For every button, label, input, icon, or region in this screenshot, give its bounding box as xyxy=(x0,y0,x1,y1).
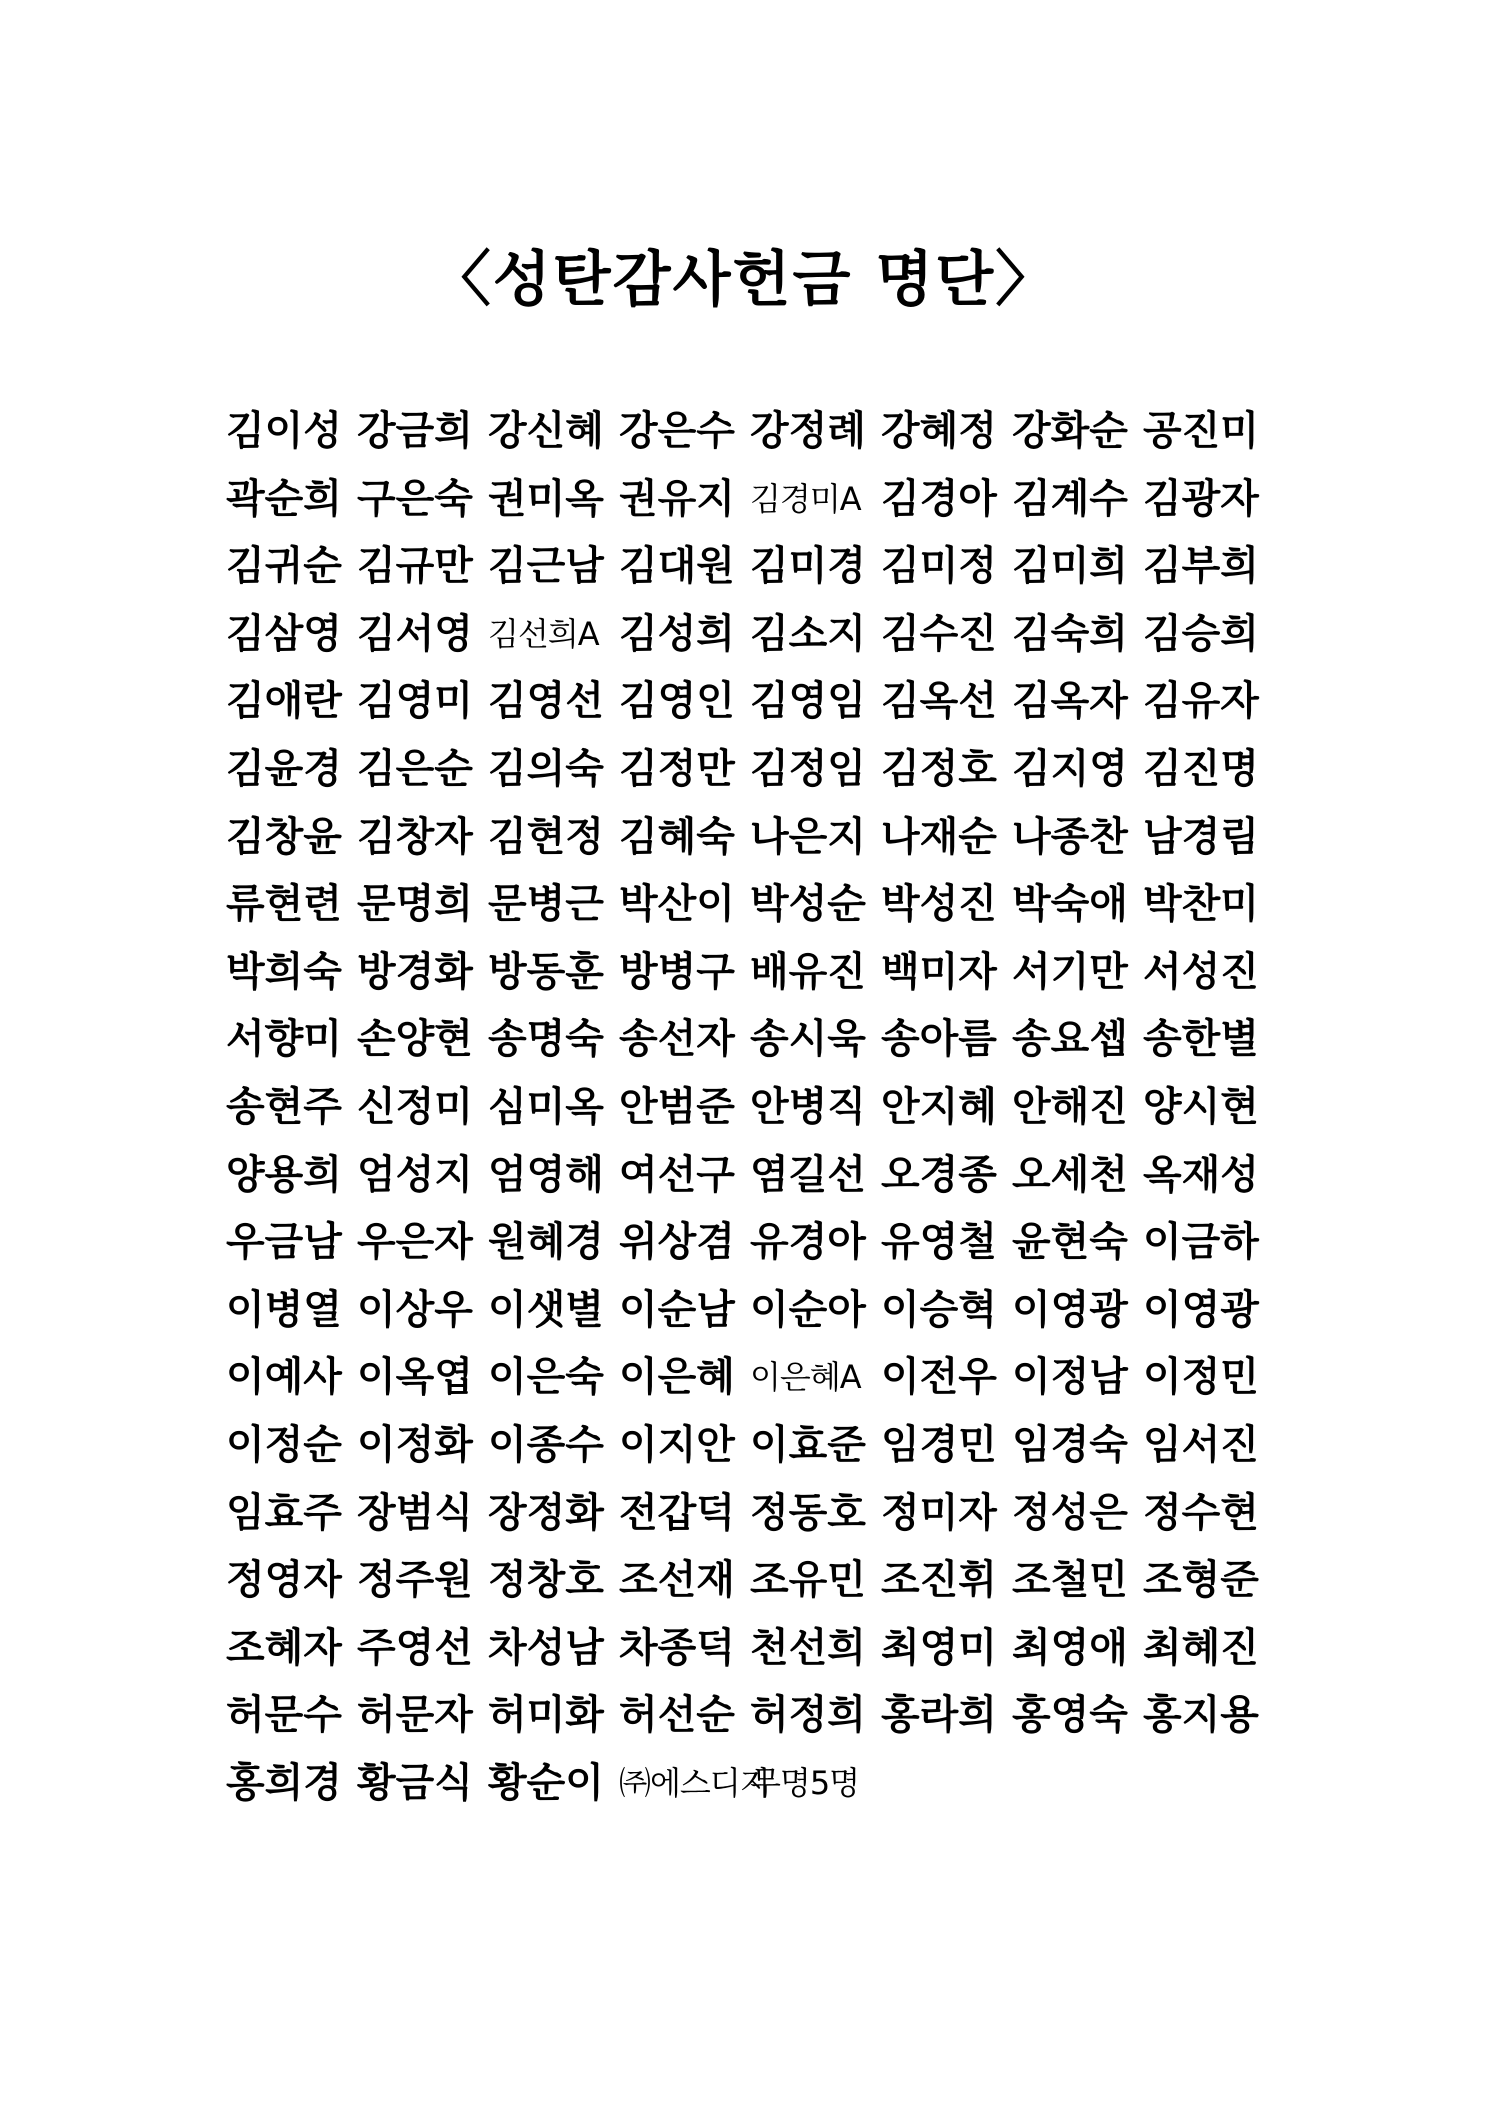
donor-name: 양용희 xyxy=(226,1151,342,1198)
donor-name: 양시현 xyxy=(1143,1083,1259,1130)
donor-name: 김창윤 xyxy=(226,813,342,860)
donor-name: 김계수 xyxy=(1012,475,1128,522)
donor-name: 허선순 xyxy=(619,1692,735,1739)
donor-name: 황순이 xyxy=(488,1759,604,1806)
donor-name: 여선구 xyxy=(619,1151,735,1198)
donor-name: 차종덕 xyxy=(619,1624,735,1671)
donor-name: 박성진 xyxy=(881,881,997,928)
donor-name: 이전우 xyxy=(881,1354,997,1401)
donor-name: 서성진 xyxy=(1143,948,1259,995)
donor-name: 이예사 xyxy=(226,1354,342,1401)
donor-name: 손양현 xyxy=(357,1016,473,1063)
donor-name: 송선자 xyxy=(619,1016,735,1063)
donor-name: 주영선 xyxy=(357,1624,473,1671)
donor-name: 최혜진 xyxy=(1143,1624,1259,1671)
donor-name: 김옥선 xyxy=(881,678,997,725)
donor-name: 송요셉 xyxy=(1012,1016,1128,1063)
donor-name: 김현정 xyxy=(488,813,604,860)
donor-name: 김근남 xyxy=(488,543,604,590)
donor-name: 김영임 xyxy=(750,678,866,725)
donor-name: 김정임 xyxy=(750,745,866,792)
donor-name: 이샛별 xyxy=(488,1286,604,1333)
donor-name: 조철민 xyxy=(1012,1557,1128,1604)
donor-name: 이지안 xyxy=(619,1421,735,1468)
donor-name: 김영인 xyxy=(619,678,735,725)
donor-name: 홍희경 xyxy=(226,1759,342,1806)
donor-name: 이상우 xyxy=(357,1286,473,1333)
donor-name: 강신혜 xyxy=(488,408,604,454)
donor-name: 정성은 xyxy=(1012,1489,1128,1536)
donor-name: 김지영 xyxy=(1012,745,1128,792)
donor-name: 나종찬 xyxy=(1012,813,1128,860)
donor-name: 무명5명 xyxy=(750,1763,860,1802)
donor-name: 김서영 xyxy=(357,610,473,657)
page-title: 〈성탄감사헌금 명단〉 xyxy=(430,245,1058,315)
donor-name: 이은혜 xyxy=(619,1354,735,1401)
donor-name: 이영광 xyxy=(1143,1286,1259,1333)
donor-name: 공진미 xyxy=(1143,408,1259,454)
donor-name: 원혜경 xyxy=(488,1219,604,1266)
donor-name: 방경화 xyxy=(357,948,473,995)
donor-name: 우금남 xyxy=(226,1219,342,1266)
donor-name: 임경민 xyxy=(881,1421,997,1468)
donor-name: 이순남 xyxy=(619,1286,735,1333)
donor-name: 염길선 xyxy=(750,1151,866,1198)
donor-name: 김삼영 xyxy=(226,610,342,657)
donor-name: 오세천 xyxy=(1012,1151,1128,1198)
donor-name: 송시욱 xyxy=(750,1016,866,1063)
donor-name: 조진휘 xyxy=(881,1557,997,1604)
donor-name: 이옥엽 xyxy=(357,1354,473,1401)
donor-name: 송현주 xyxy=(226,1083,342,1130)
donor-name: 허문자 xyxy=(357,1692,473,1739)
donor-name: 서기만 xyxy=(1012,948,1128,995)
donor-name: 배유진 xyxy=(750,948,866,995)
donor-name: 안범준 xyxy=(619,1083,735,1130)
donor-name: 이정남 xyxy=(1012,1354,1128,1401)
donor-name: 김정호 xyxy=(881,745,997,792)
donor-name: 이정순 xyxy=(226,1421,342,1468)
donor-name: 임서진 xyxy=(1143,1421,1259,1468)
donor-name: 정주원 xyxy=(357,1557,473,1604)
donor-name: 김경미A xyxy=(750,479,861,518)
donor-name: 김승희 xyxy=(1143,610,1259,657)
donor-name: 엄영해 xyxy=(488,1151,604,1198)
donor-name: 안지혜 xyxy=(881,1083,997,1130)
donor-name: 김미경 xyxy=(750,543,866,590)
donor-name: 유경아 xyxy=(750,1219,866,1266)
donor-name: 박숙애 xyxy=(1012,881,1128,928)
donor-name: 이종수 xyxy=(488,1421,604,1468)
donor-name: 김선희A xyxy=(488,614,599,653)
donor-name: 류현련 xyxy=(226,881,342,928)
donor-name: 김소지 xyxy=(750,610,866,657)
donor-name: 이효준 xyxy=(750,1421,866,1468)
donor-name: 김의숙 xyxy=(488,745,604,792)
donor-name: 이병열 xyxy=(226,1286,342,1333)
donor-name: 남경림 xyxy=(1143,813,1259,860)
donor-name: 옥재성 xyxy=(1143,1151,1259,1198)
donor-name: 권유지 xyxy=(619,475,735,522)
donor-name: 엄성지 xyxy=(357,1151,473,1198)
donor-name: 이승혁 xyxy=(881,1286,997,1333)
donor-name: 문병근 xyxy=(488,881,604,928)
donor-name: 김규만 xyxy=(357,543,473,590)
donor-name-list xyxy=(226,398,1274,1817)
donor-name: 방동훈 xyxy=(488,948,604,995)
donor-name: 이영광 xyxy=(1012,1286,1128,1333)
donor-name: 김숙희 xyxy=(1012,610,1128,657)
donor-name: 김미희 xyxy=(1012,543,1128,590)
donor-name: 이정화 xyxy=(357,1421,473,1468)
donor-name: 김부희 xyxy=(1143,543,1259,590)
donor-name: 방병구 xyxy=(619,948,735,995)
donor-name: 윤현숙 xyxy=(1012,1219,1128,1266)
donor-name: 김윤경 xyxy=(226,745,342,792)
donor-name: 김경아 xyxy=(881,475,997,522)
donor-name: 서향미 xyxy=(226,1016,342,1063)
donor-name: 심미옥 xyxy=(488,1083,604,1130)
donor-name: 조혜자 xyxy=(226,1624,342,1671)
donor-name: 박산이 xyxy=(619,881,735,928)
donor-name: 임효주 xyxy=(226,1489,342,1536)
donor-name: 권미옥 xyxy=(488,475,604,522)
donor-name: 차성남 xyxy=(488,1624,604,1671)
donor-name: 정수현 xyxy=(1143,1489,1259,1536)
donor-name: 신정미 xyxy=(357,1083,473,1130)
donor-name: 장범식 xyxy=(357,1489,473,1536)
donor-name: 유영철 xyxy=(881,1219,997,1266)
donor-name: 안해진 xyxy=(1012,1083,1128,1130)
donor-name: 허문수 xyxy=(226,1692,342,1739)
donor-name: 강은수 xyxy=(619,408,735,454)
donor-name: 강금희 xyxy=(357,408,473,454)
donor-name: 임경숙 xyxy=(1012,1421,1128,1468)
donor-name: 나재순 xyxy=(881,813,997,860)
donor-name: ㈜에스디지 xyxy=(619,1763,770,1802)
donor-name: 김옥자 xyxy=(1012,678,1128,725)
donor-name: 위상겸 xyxy=(619,1219,735,1266)
donor-name: 구은숙 xyxy=(357,475,473,522)
donor-name: 김성희 xyxy=(619,610,735,657)
donor-name: 최영미 xyxy=(881,1624,997,1671)
donor-name: 강정례 xyxy=(750,408,866,454)
donor-name: 전갑덕 xyxy=(619,1489,735,1536)
donor-name: 김정만 xyxy=(619,745,735,792)
donor-name: 이은혜A xyxy=(750,1358,861,1397)
donor-name: 오경종 xyxy=(881,1151,997,1198)
donor-name: 천선희 xyxy=(750,1624,866,1671)
donor-name: 허정희 xyxy=(750,1692,866,1739)
donor-name: 이금하 xyxy=(1143,1219,1259,1266)
donor-name: 정창호 xyxy=(488,1557,604,1604)
donor-name: 황금식 xyxy=(357,1759,473,1806)
donor-name: 박희숙 xyxy=(226,948,342,995)
donor-name: 홍라희 xyxy=(881,1692,997,1739)
donor-name: 홍영숙 xyxy=(1012,1692,1128,1739)
donor-name: 송아름 xyxy=(881,1016,997,1063)
donor-name: 이은숙 xyxy=(488,1354,604,1401)
donor-name: 박찬미 xyxy=(1143,881,1259,928)
donor-name: 홍지용 xyxy=(1143,1692,1259,1739)
donor-name: 김영선 xyxy=(488,678,604,725)
donor-name: 김영미 xyxy=(357,678,473,725)
donor-name: 조선재 xyxy=(619,1557,735,1604)
donor-name: 김미정 xyxy=(881,543,997,590)
donor-name: 이순아 xyxy=(750,1286,866,1333)
donor-name: 문명희 xyxy=(357,881,473,928)
donor-name: 김창자 xyxy=(357,813,473,860)
donor-name: 정동호 xyxy=(750,1489,866,1536)
donor-name: 이정민 xyxy=(1143,1354,1259,1401)
donor-name: 김애란 xyxy=(226,678,342,725)
donor-name: 김진명 xyxy=(1143,745,1259,792)
donor-name: 우은자 xyxy=(357,1219,473,1266)
donor-name: 정미자 xyxy=(881,1489,997,1536)
donor-name: 허미화 xyxy=(488,1692,604,1739)
donor-name: 정영자 xyxy=(226,1557,342,1604)
donor-name: 나은지 xyxy=(750,813,866,860)
donor-name: 김귀순 xyxy=(226,543,342,590)
donor-name: 김수진 xyxy=(881,610,997,657)
donor-name: 김유자 xyxy=(1143,678,1259,725)
donor-name: 강화순 xyxy=(1012,408,1128,454)
donor-name: 김대원 xyxy=(619,543,735,590)
donor-name: 안병직 xyxy=(750,1083,866,1130)
donor-name: 장정화 xyxy=(488,1489,604,1536)
donor-name: 곽순희 xyxy=(226,475,342,522)
donor-name: 김이성 xyxy=(226,408,342,454)
donor-name: 강혜정 xyxy=(881,408,997,454)
donor-name: 조형준 xyxy=(1143,1557,1259,1604)
donor-name: 송한별 xyxy=(1143,1016,1259,1063)
donor-name: 김광자 xyxy=(1143,475,1259,522)
donor-name: 박성순 xyxy=(750,881,866,928)
donor-name: 조유민 xyxy=(750,1557,866,1604)
donor-name: 송명숙 xyxy=(488,1016,604,1063)
donor-name: 김혜숙 xyxy=(619,813,735,860)
donor-name: 최영애 xyxy=(1012,1624,1128,1671)
donor-name: 김은순 xyxy=(357,745,473,792)
donor-name: 백미자 xyxy=(881,948,997,995)
